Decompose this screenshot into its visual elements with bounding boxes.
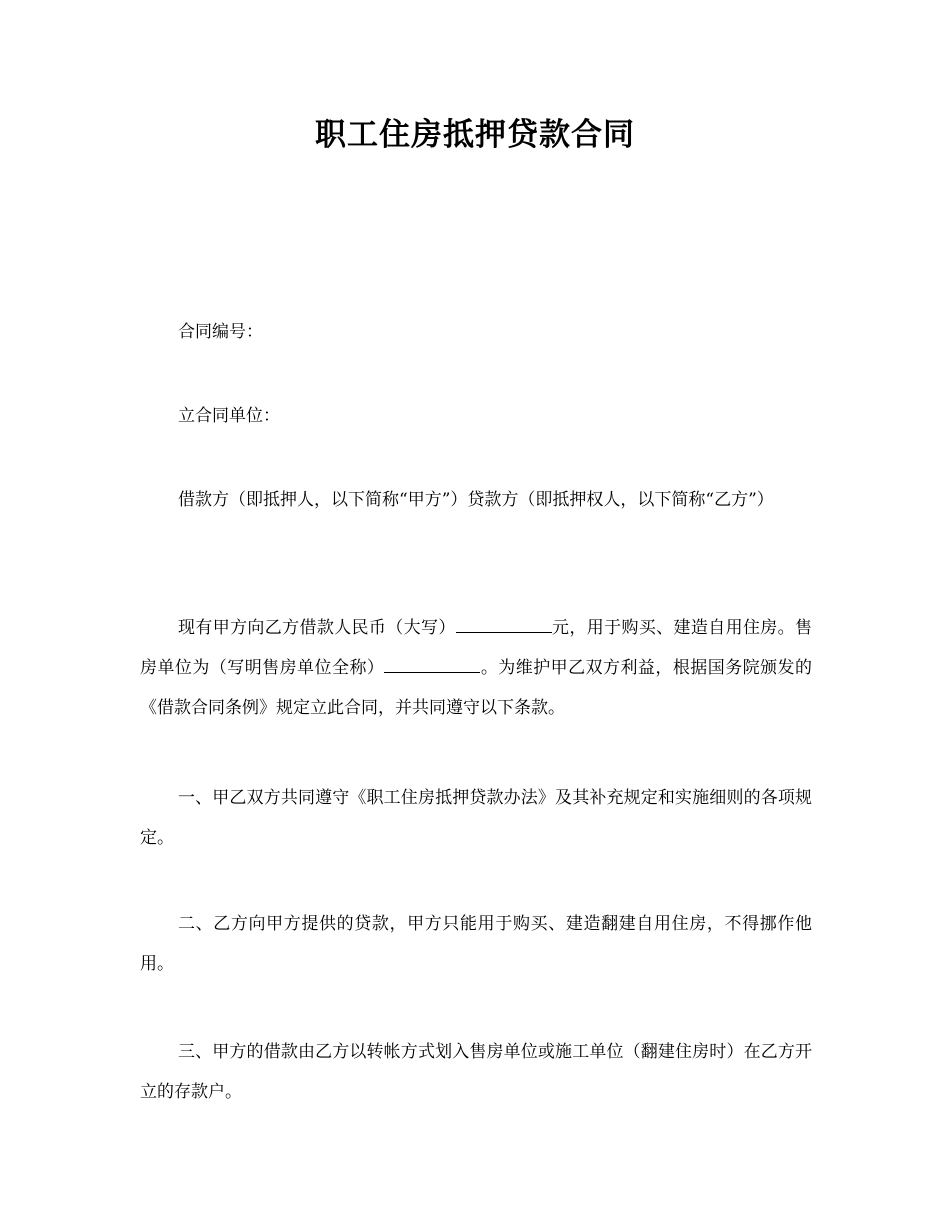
amount-blank-field [456, 614, 552, 633]
intro-text-part3: 。为维护甲乙双方利益，根据国务院颁发的《借款合同条例》规定立此合同，并共同遵守以下条款。 [140, 658, 813, 718]
document-title: 职工住房抵押贷款合同 [315, 117, 635, 153]
clause-1: 一、甲乙双方共同遵守《职工住房抵押贷款办法》及其补充规定和实施细则的各项规定。 [140, 788, 812, 848]
contract-number-label: 合同编号： [178, 322, 263, 342]
intro-text-part2: 元，用于购买、建造自用住房。售房单位为（写明售房单位全称） [140, 618, 813, 678]
seller-name-blank-field [384, 654, 480, 673]
parties-description: 借款方（即抵押人，以下简称“甲方”）贷款方（即抵押权人，以下简称“乙方”） [178, 490, 774, 510]
intro-paragraph [140, 608, 812, 728]
intro-text-part1: 现有甲方向乙方借款人民币（大写） [178, 618, 456, 638]
clause-2: 二、乙方向甲方提供的贷款，甲方只能用于购买、建造翻建自用住房，不得挪作他用。 [140, 914, 812, 974]
contracting-parties-label: 立合同单位： [178, 406, 280, 426]
clause-3: 三、甲方的借款由乙方以转帐方式划入售房单位或施工单位（翻建住房时）在乙方开立的存款户。 [140, 1042, 812, 1102]
